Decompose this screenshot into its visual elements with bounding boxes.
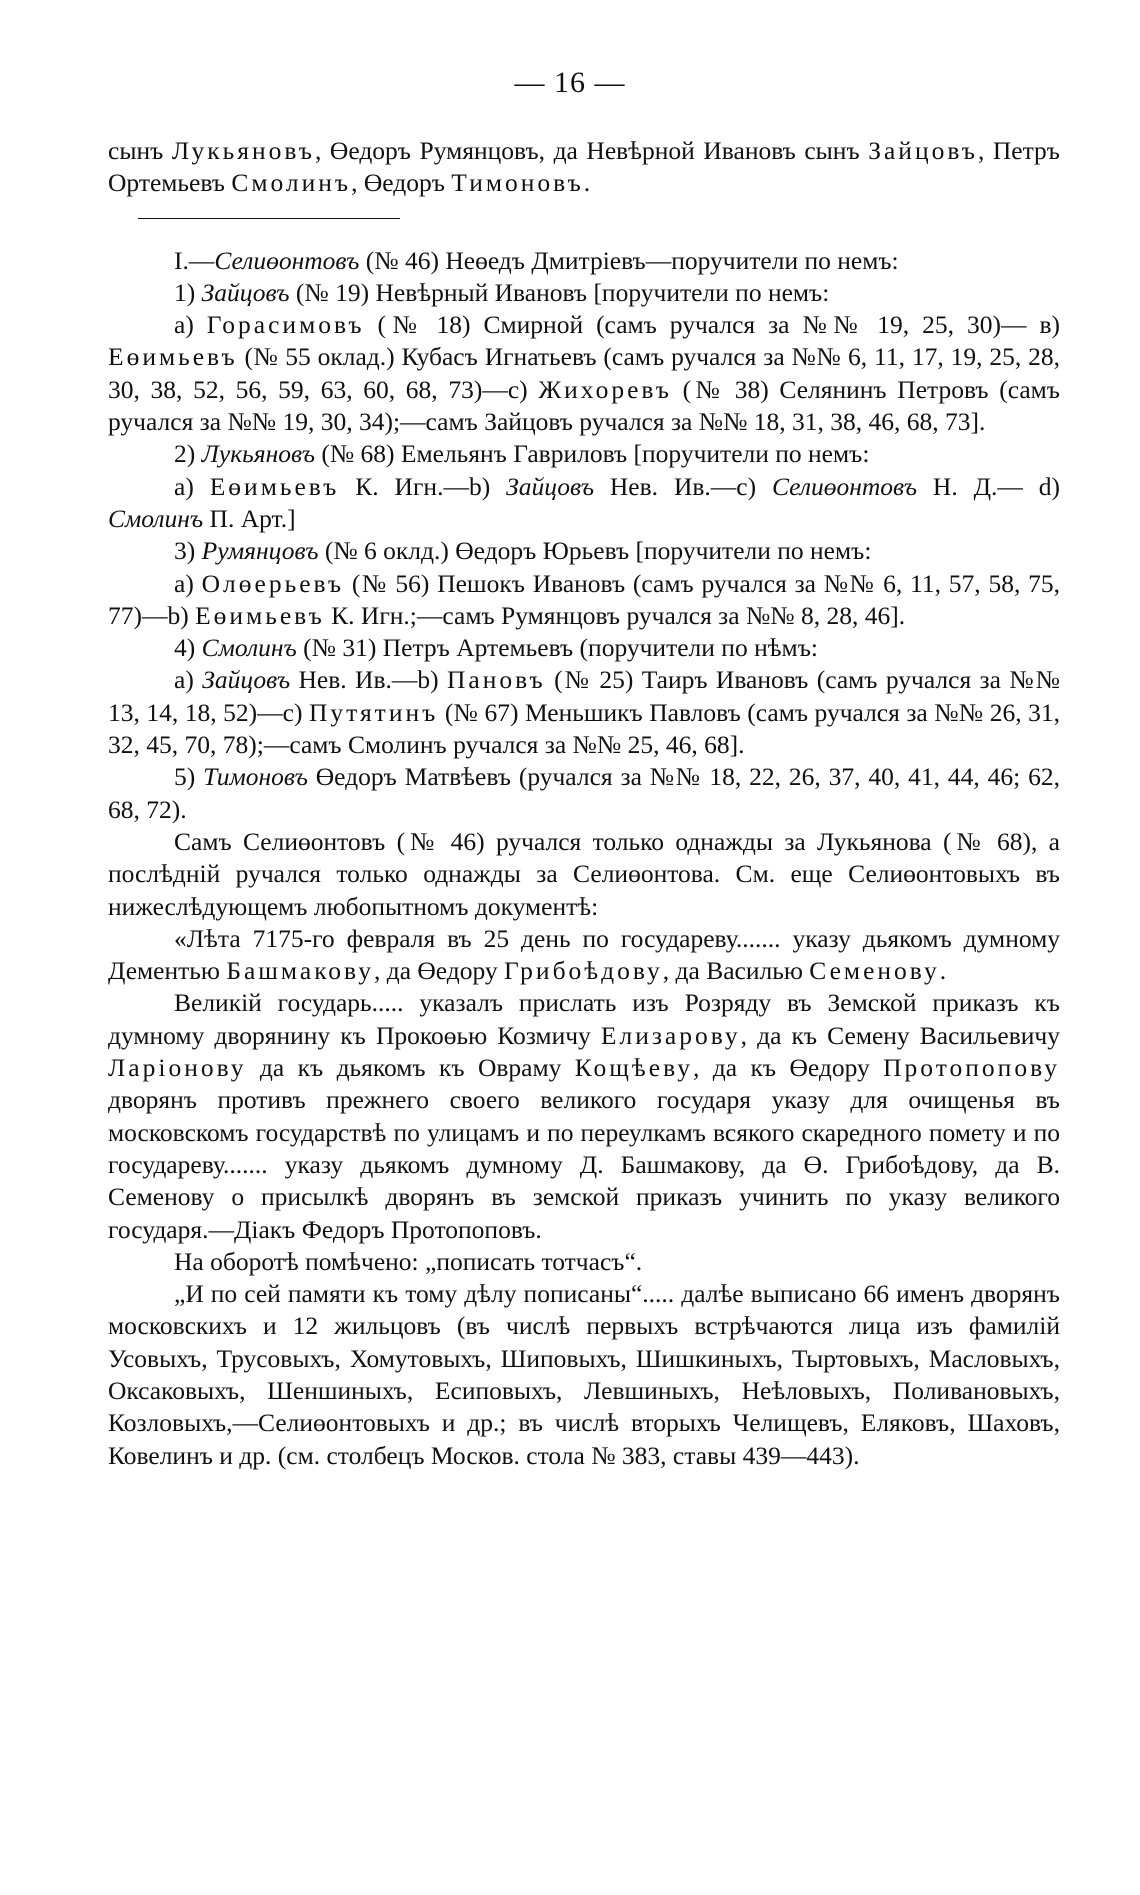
spaced-name: Еөимьевъ [209,471,340,501]
text-run: , да Өедору [373,956,505,986]
text-run: (№ 67) Меньшикъ Павловъ (самъ ручался за №№ 26, 31, 32, 45, 70, 78);—самъ Смолинъ ручался за №№ 25, 46, 68]. [108,697,1060,760]
item-1-heading [108,277,1060,309]
item-4-heading [108,632,1060,664]
paragraph-sam: Самъ Селиөонтовъ (№ 46) ручался только однажды за Лукьянова (№ 68), а послѣдній ручался только однажды за Селиөонтова. См. еще Селиөонтовыхъ въ нижеслѣдующемъ любопытномъ документѣ: [108,826,1060,921]
item-5 [108,761,1060,826]
italic-name: Тимоновъ [203,762,308,792]
italic-name: Селиөонтовъ [771,471,918,501]
text-run: Великій государь..... указалъ прислать изъ Розряду въ Земской приказъ къ думному дворянину къ Прокоөью Козмичу [108,988,1060,1050]
page-number: — 16 — [514,66,626,99]
spaced-name: Башмакову [226,956,374,986]
text-run: (№ 55 оклад.) Кубасъ Игнатьевъ (самъ ручался за №№ 6, 11, 17, 19, 25, 28, 30, 38, 52, 56, 59, 63, 60, 68, 73)—с) [108,342,1060,404]
text-run: (№ 68) Емельянъ Гавриловъ [поручители по немъ: [314,439,870,469]
item-3-heading [108,535,1060,567]
text-run: а) [174,310,207,340]
spaced-name: Зайцовъ [868,136,978,165]
spaced-name: Жихоревъ [538,374,672,404]
spaced-name: Тимоновъ [451,168,584,198]
spaced-name: Лукьяновъ [171,136,315,165]
italic-name: Зайцовъ [201,277,290,307]
spaced-name: Ларіонову [108,1053,247,1083]
text-run: (№ 46) Неөедъ Дмитріевъ—поручители по немъ: [359,245,899,275]
spaced-name: Горасимовъ [206,310,365,340]
item-2-body [108,471,1060,536]
text-run: Н. Д.— d) [917,471,1061,501]
text-run: а) [174,568,202,598]
text-run: дворянъ противъ прежнего своего великого государя указу для очищенья въ московскомъ государствѣ по улицамъ и по переулкамъ всякого скаредного помету и по государеву....... указу дьякомъ думному Д. Башмакову, да Ө. Грибоѣдову, да В. Семенову о присылкѣ дворянъ въ земской приказъ учинить по указу великого государя.—Діакъ Федоръ Протопоповъ. [108,1085,1060,1244]
text-run: (№ 31) Петръ Артемьевъ (поручители по нѣмъ: [296,633,818,663]
section-divider [138,218,400,219]
italic-name: Смолинъ [201,633,297,663]
spaced-name: Кощѣеву [574,1053,693,1083]
item-4-body [108,664,1060,761]
spaced-name: Путятинъ [308,697,439,727]
spaced-name: Олөерьевъ [201,568,345,598]
paragraph-oborot: На оборотѣ помѣчено: „пописать тотчасъ“. [174,1246,643,1276]
text-run: 2) [174,439,202,469]
text-run: Өедоръ Матвѣевъ (ручался за №№ 18, 22, 26, 37, 40, 41, 44, 46; 62, 68, 72). [108,762,1060,824]
text-run: , Өедоръ [351,168,452,198]
text-run: , Петръ Ортемьевъ [108,136,1060,198]
page-body [108,135,1060,1472]
text-run: К. Игн.—b) [339,471,507,501]
spaced-name: Смолинъ [231,168,352,198]
text-run: 1) [174,277,202,307]
text-run: (№ 6 оклд.) Өедоръ Юрьевъ [поручители по немъ: [318,536,872,566]
italic-name: Зайцовъ [506,471,594,501]
text-run: да къ дьякомъ къ Овраму [246,1053,575,1083]
text-run: К. Игн.;—самъ Румянцовъ ручался за №№ 8, 28, 46]. [324,600,906,630]
text-run: Нев. Ив.—с) [594,471,772,501]
text-run: , да Василью [662,956,810,986]
top-paragraph [108,135,1060,200]
text-run: (№ 19) Невѣрный Ивановъ [поручители по немъ: [289,277,830,307]
text-run: . [939,956,947,986]
text-run: (№ 18) Смирной (самъ ручался за №№ 19, 25, 30)— в) [364,310,1060,340]
paragraph-final: „И по сей памяти къ тому дѣлу пописаны“..... далѣе выписано 66 именъ дворянъ московскихъ и 12 жильцовъ (въ числѣ первыхъ встрѣчаются лица изъ фамилій Усовыхъ, Трусовыхъ, Хомутовыхъ, Шиповыхъ, Шишкиныхъ, Тыртовыхъ, Масловыхъ, Оксаковыхъ, Шеншиныхъ, Есиповыхъ, Левшиныхъ, Неѣловыхъ, Поливановыхъ, Козловыхъ,—Селиөонтовыхъ и др.; въ числѣ вторыхъ Челищевъ, Еляковъ, Шаховъ, Ковелинъ и др. (см. столбецъ Москов. стола № 383, ставы 439—443). [108,1279,1060,1470]
italic-name: Лукьяновъ [201,439,315,469]
italic-name: Смолинъ [108,503,204,533]
text-run: I.— [174,245,215,275]
text-run: Нев. Ив.—b) [290,665,447,695]
italic-name: Румянцовъ [201,536,319,566]
text-run: , Өедоръ Румянцовъ, да Невѣрной Ивановъ сынъ [315,136,869,165]
text-run: (№ 25) Таиръ Ивановъ (самъ ручался за №№ 13, 14, 18, 52)—с) [108,665,1060,727]
section-heading [108,245,1060,277]
text-run: П. Арт.] [203,503,296,533]
paragraph-velikiy [108,987,1060,1245]
text-run: 5) [174,762,204,792]
spaced-name: Грибоѣдову [504,956,663,986]
spaced-name: Пановъ [446,665,546,695]
text-run: , да къ Өедору [693,1053,884,1083]
text-run: а) [174,471,210,501]
text-run: 3) [174,536,202,566]
text-run: «Лѣта 7175-го февраля въ 25 день по государеву....... указу дьякомъ думному Дементью [108,923,1060,986]
item-1-body [108,309,1060,438]
paragraph-document-quote [108,923,1060,988]
text-run: . [583,168,591,198]
item-2-heading [108,438,1060,470]
text-run: (№ 38) Селянинъ Петровъ (самъ ручался за №№ 19, 30, 34);—самъ Зайцовъ ручался за №№ 18, 31, 38, 46, 68, 73]. [108,374,1060,437]
text-run: , да къ Семену Васильевичу [740,1020,1060,1050]
spaced-name: Семенову [809,956,940,986]
text-run: а) [174,665,203,695]
spaced-name: Елизарову [600,1020,741,1050]
italic-name: Зайцовъ [202,665,291,695]
spaced-name: Протопопову [883,1053,1060,1083]
item-3-body [108,568,1060,633]
text-run: 4) [174,633,202,663]
text-run: (№ 56) Пешокъ Ивановъ (самъ ручался за №№ 6, 11, 57, 58, 75, 77)—b) [108,568,1061,630]
italic-name: Селиөонтовъ [214,245,360,275]
spaced-name: Еөимьевъ [195,600,325,630]
spaced-name: Еөимьевъ [108,342,238,372]
text-run: сынъ [108,136,172,165]
